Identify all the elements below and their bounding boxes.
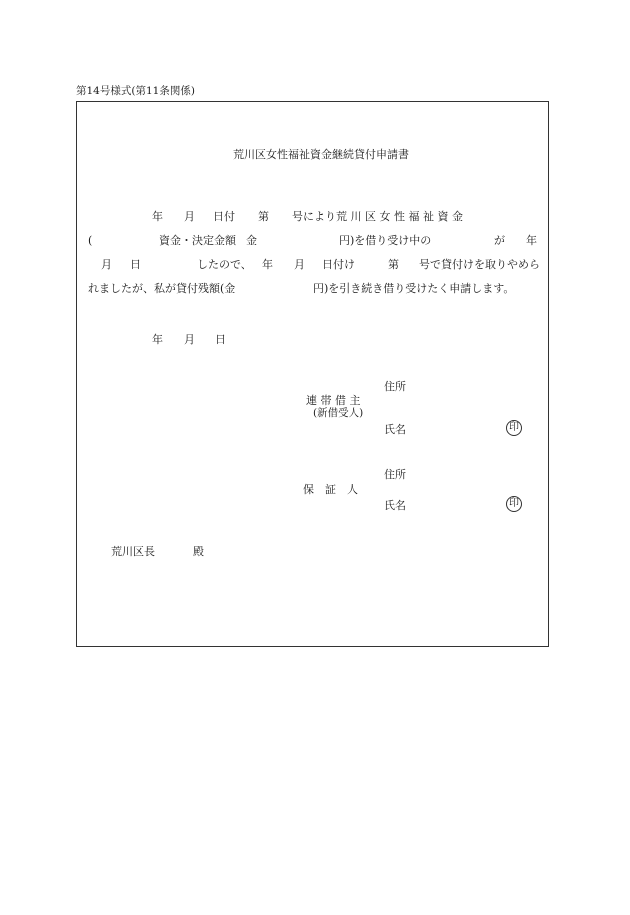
line4-balance: れましたが、私が貸付残額(金 [88,282,236,295]
guarantor-label: 保 証 人 [303,483,358,496]
line2-year: 年 [526,234,537,247]
line1-day-dated: 日付 [213,210,235,223]
line1-dai: 第 [258,210,269,223]
line3-shitanode: したので、 [197,258,252,271]
line3-month2: 月 [294,258,305,271]
date-month: 月 [184,333,195,346]
line3-month: 月 [101,258,112,271]
line3-day: 日 [130,258,141,271]
date-day: 日 [215,333,226,346]
line1-go-yori: 号により荒 川 区 女 性 福 祉 資 金 [292,210,463,223]
line1-month: 月 [184,210,195,223]
date-year: 年 [152,333,163,346]
borrower-sub-label: (新借受人) [313,407,364,419]
addressee-dono: 殿 [193,545,204,558]
line2-en-borrowing: 円)を借り受け中の [339,234,432,247]
line2-decided-amount: 資金・決定金額 [159,234,236,247]
form-frame [76,101,549,647]
line3-go-stop: 号で貸付けを取りやめら [419,258,540,271]
page-title: 荒川区女性福祉資金継続貸付申請書 [233,148,409,161]
line2-kin: 金 [246,234,257,247]
borrower-address-label: 住所 [384,380,406,393]
addressee-mayor: 荒川区長 [111,545,155,558]
borrower-seal-mark: 印 [506,420,522,436]
line4-continue: 円)を引き続き借り受けたく申請します。 [313,282,515,295]
guarantor-seal-mark: 印 [506,496,522,512]
line3-day-dated: 日付け [322,258,355,271]
guarantor-name-label: 氏名 [384,499,406,512]
line2-ga: が [494,234,505,247]
guarantor-address-label: 住所 [384,468,406,481]
borrower-name-label: 氏名 [384,423,406,436]
line1-year: 年 [152,210,163,223]
borrower-label: 連 帯 借 主 [306,394,361,407]
line3-year: 年 [262,258,273,271]
line2-paren-open: ( [88,234,93,247]
line3-dai: 第 [388,258,399,271]
form-number: 第14号様式(第11条関係) [76,85,195,97]
